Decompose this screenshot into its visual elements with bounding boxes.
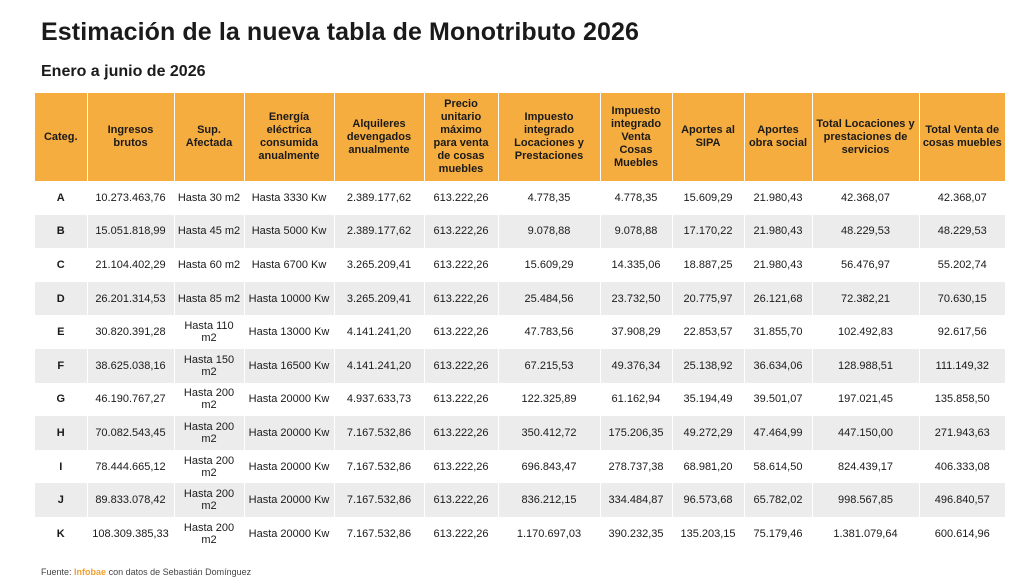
table-cell: Hasta 13000 Kw — [244, 315, 334, 349]
category-cell: B — [35, 215, 87, 249]
table-row — [35, 483, 1005, 517]
table-cell: 7.167.532,86 — [334, 483, 424, 517]
table-cell: 49.272,29 — [672, 416, 744, 450]
table-cell: 613.222,26 — [424, 181, 498, 215]
source-brand: Infobae — [74, 567, 107, 577]
table-cell: 7.167.532,86 — [334, 416, 424, 450]
table-cell: 10.273.463,76 — [87, 181, 174, 215]
table-cell: 21.980,43 — [744, 248, 812, 282]
table-cell: 7.167.532,86 — [334, 517, 424, 551]
table-cell: Hasta 200 m2 — [174, 483, 244, 517]
table-row — [35, 517, 1005, 551]
table-cell: Hasta 10000 Kw — [244, 282, 334, 316]
table-cell: 70.082.543,45 — [87, 416, 174, 450]
column-header: Precio unitario máximo para venta de cosas muebles — [424, 93, 498, 181]
table-cell: 89.833.078,42 — [87, 483, 174, 517]
table-cell: 36.634,06 — [744, 349, 812, 383]
table-cell: 128.988,51 — [812, 349, 919, 383]
category-cell: E — [35, 315, 87, 349]
table-row — [35, 315, 1005, 349]
table-cell: 135.858,50 — [919, 383, 1005, 417]
table-cell: 4.778,35 — [498, 181, 600, 215]
table-cell: 39.501,07 — [744, 383, 812, 417]
table-cell: Hasta 200 m2 — [174, 416, 244, 450]
table-cell: 613.222,26 — [424, 315, 498, 349]
column-header: Aportes al SIPA — [672, 93, 744, 181]
table-cell: Hasta 20000 Kw — [244, 383, 334, 417]
table-cell: 48.229,53 — [812, 215, 919, 249]
table-cell: 21.980,43 — [744, 215, 812, 249]
table-cell: 696.843,47 — [498, 450, 600, 484]
table-cell: 92.617,56 — [919, 315, 1005, 349]
category-cell: C — [35, 248, 87, 282]
table-cell: 58.614,50 — [744, 450, 812, 484]
category-cell: J — [35, 483, 87, 517]
table-cell: Hasta 20000 Kw — [244, 416, 334, 450]
table-cell: 22.853,57 — [672, 315, 744, 349]
table-cell: 48.229,53 — [919, 215, 1005, 249]
table-cell: 135.203,15 — [672, 517, 744, 551]
table-cell: 613.222,26 — [424, 349, 498, 383]
table-cell: 4.778,35 — [600, 181, 672, 215]
table-cell: 600.614,96 — [919, 517, 1005, 551]
table-row — [35, 215, 1005, 249]
table-cell: 998.567,85 — [812, 483, 919, 517]
table-cell: 278.737,38 — [600, 450, 672, 484]
table-cell: Hasta 6700 Kw — [244, 248, 334, 282]
table-cell: Hasta 20000 Kw — [244, 483, 334, 517]
table-cell: 2.389.177,62 — [334, 181, 424, 215]
category-cell: H — [35, 416, 87, 450]
table-row — [35, 282, 1005, 316]
table-cell: 72.382,21 — [812, 282, 919, 316]
column-header: Impuesto integrado Venta Cosas Muebles — [600, 93, 672, 181]
table-cell: Hasta 30 m2 — [174, 181, 244, 215]
table-cell: 56.476,97 — [812, 248, 919, 282]
table-cell: Hasta 5000 Kw — [244, 215, 334, 249]
table-cell: 390.232,35 — [600, 517, 672, 551]
table-cell: 20.775,97 — [672, 282, 744, 316]
column-header: Total Venta de cosas muebles — [919, 93, 1005, 181]
table-cell: 108.309.385,33 — [87, 517, 174, 551]
table-row — [35, 383, 1005, 417]
page-subtitle: Enero a junio de 2026 — [41, 63, 206, 80]
table-cell: 18.887,25 — [672, 248, 744, 282]
table-cell: 38.625.038,16 — [87, 349, 174, 383]
table-cell: 613.222,26 — [424, 282, 498, 316]
table-cell: 37.908,29 — [600, 315, 672, 349]
table-cell: 70.630,15 — [919, 282, 1005, 316]
table-cell: 175.206,35 — [600, 416, 672, 450]
table-cell: 613.222,26 — [424, 483, 498, 517]
table-cell: Hasta 45 m2 — [174, 215, 244, 249]
table-cell: Hasta 200 m2 — [174, 517, 244, 551]
table-cell: 613.222,26 — [424, 383, 498, 417]
table-row — [35, 248, 1005, 282]
table-cell: 122.325,89 — [498, 383, 600, 417]
column-header: Energía eléctrica consumida anualmente — [244, 93, 334, 181]
table-cell: 25.484,56 — [498, 282, 600, 316]
table-row — [35, 349, 1005, 383]
table-cell: 31.855,70 — [744, 315, 812, 349]
table-cell: 46.190.767,27 — [87, 383, 174, 417]
category-cell: A — [35, 181, 87, 215]
column-header: Ingresos brutos — [87, 93, 174, 181]
table-cell: Hasta 150 m2 — [174, 349, 244, 383]
column-header: Impuesto integrado Locaciones y Prestaciones — [498, 93, 600, 181]
table-cell: 15.051.818,99 — [87, 215, 174, 249]
table-cell: 78.444.665,12 — [87, 450, 174, 484]
table-cell: Hasta 85 m2 — [174, 282, 244, 316]
table-cell: 197.021,45 — [812, 383, 919, 417]
table-cell: 447.150,00 — [812, 416, 919, 450]
table-cell: 67.215,53 — [498, 349, 600, 383]
table-cell: 42.368,07 — [812, 181, 919, 215]
table-cell: 4.141.241,20 — [334, 349, 424, 383]
table-cell: 613.222,26 — [424, 517, 498, 551]
category-cell: F — [35, 349, 87, 383]
table-cell: 9.078,88 — [600, 215, 672, 249]
table-cell: 42.368,07 — [919, 181, 1005, 215]
table-cell: Hasta 16500 Kw — [244, 349, 334, 383]
table-cell: 15.609,29 — [672, 181, 744, 215]
table-cell: Hasta 200 m2 — [174, 450, 244, 484]
column-header: Alquileres devengados anualmente — [334, 93, 424, 181]
column-header: Total Locaciones y prestaciones de servicios — [812, 93, 919, 181]
page-title: Estimación de la nueva tabla de Monotributo 2026 — [41, 18, 639, 46]
table-cell: 47.464,99 — [744, 416, 812, 450]
table-cell: 406.333,08 — [919, 450, 1005, 484]
source-suffix: con datos de Sebastián Domínguez — [108, 567, 252, 577]
table-cell: 49.376,34 — [600, 349, 672, 383]
table-cell: 824.439,17 — [812, 450, 919, 484]
table-cell: 496.840,57 — [919, 483, 1005, 517]
table-cell: 21.980,43 — [744, 181, 812, 215]
table-cell: Hasta 60 m2 — [174, 248, 244, 282]
table-cell: 65.782,02 — [744, 483, 812, 517]
table-cell: 15.609,29 — [498, 248, 600, 282]
table-cell: 75.179,46 — [744, 517, 812, 551]
table-cell: 334.484,87 — [600, 483, 672, 517]
table-cell: 1.381.079,64 — [812, 517, 919, 551]
table-cell: Hasta 20000 Kw — [244, 450, 334, 484]
category-cell: K — [35, 517, 87, 551]
table-cell: 47.783,56 — [498, 315, 600, 349]
table-header-row — [35, 93, 1005, 181]
table-cell: 836.212,15 — [498, 483, 600, 517]
table-cell: 3.265.209,41 — [334, 282, 424, 316]
category-cell: I — [35, 450, 87, 484]
table-cell: 21.104.402,29 — [87, 248, 174, 282]
table-cell: 2.389.177,62 — [334, 215, 424, 249]
table-cell: 102.492,83 — [812, 315, 919, 349]
category-cell: G — [35, 383, 87, 417]
table-cell: 350.412,72 — [498, 416, 600, 450]
table-cell: 4.141.241,20 — [334, 315, 424, 349]
table-cell: 613.222,26 — [424, 248, 498, 282]
source-note — [41, 567, 251, 577]
table-cell: 613.222,26 — [424, 416, 498, 450]
table-cell: 9.078,88 — [498, 215, 600, 249]
table-cell: Hasta 20000 Kw — [244, 517, 334, 551]
table-cell: 26.121,68 — [744, 282, 812, 316]
table-cell: 26.201.314,53 — [87, 282, 174, 316]
table-cell: 25.138,92 — [672, 349, 744, 383]
category-cell: D — [35, 282, 87, 316]
table-row — [35, 416, 1005, 450]
monotributo-table — [35, 93, 1005, 551]
table-row — [35, 450, 1005, 484]
table-cell: Hasta 110 m2 — [174, 315, 244, 349]
source-prefix: Fuente: — [41, 567, 72, 577]
table-cell: 61.162,94 — [600, 383, 672, 417]
table-cell: 7.167.532,86 — [334, 450, 424, 484]
table-cell: 271.943,63 — [919, 416, 1005, 450]
table-cell: 3.265.209,41 — [334, 248, 424, 282]
table-cell: Hasta 200 m2 — [174, 383, 244, 417]
table-cell: 68.981,20 — [672, 450, 744, 484]
table-cell: 1.170.697,03 — [498, 517, 600, 551]
table-cell: 17.170,22 — [672, 215, 744, 249]
column-header: Aportes obra social — [744, 93, 812, 181]
table-cell: 35.194,49 — [672, 383, 744, 417]
column-header: Categ. — [35, 93, 87, 181]
column-header: Sup. Afectada — [174, 93, 244, 181]
table-cell: Hasta 3330 Kw — [244, 181, 334, 215]
table-cell: 613.222,26 — [424, 450, 498, 484]
table-cell: 30.820.391,28 — [87, 315, 174, 349]
table-cell: 55.202,74 — [919, 248, 1005, 282]
table-cell: 96.573,68 — [672, 483, 744, 517]
table-cell: 14.335,06 — [600, 248, 672, 282]
table-cell: 4.937.633,73 — [334, 383, 424, 417]
table-cell: 23.732,50 — [600, 282, 672, 316]
table-row — [35, 181, 1005, 215]
table-cell: 111.149,32 — [919, 349, 1005, 383]
table-cell: 613.222,26 — [424, 215, 498, 249]
